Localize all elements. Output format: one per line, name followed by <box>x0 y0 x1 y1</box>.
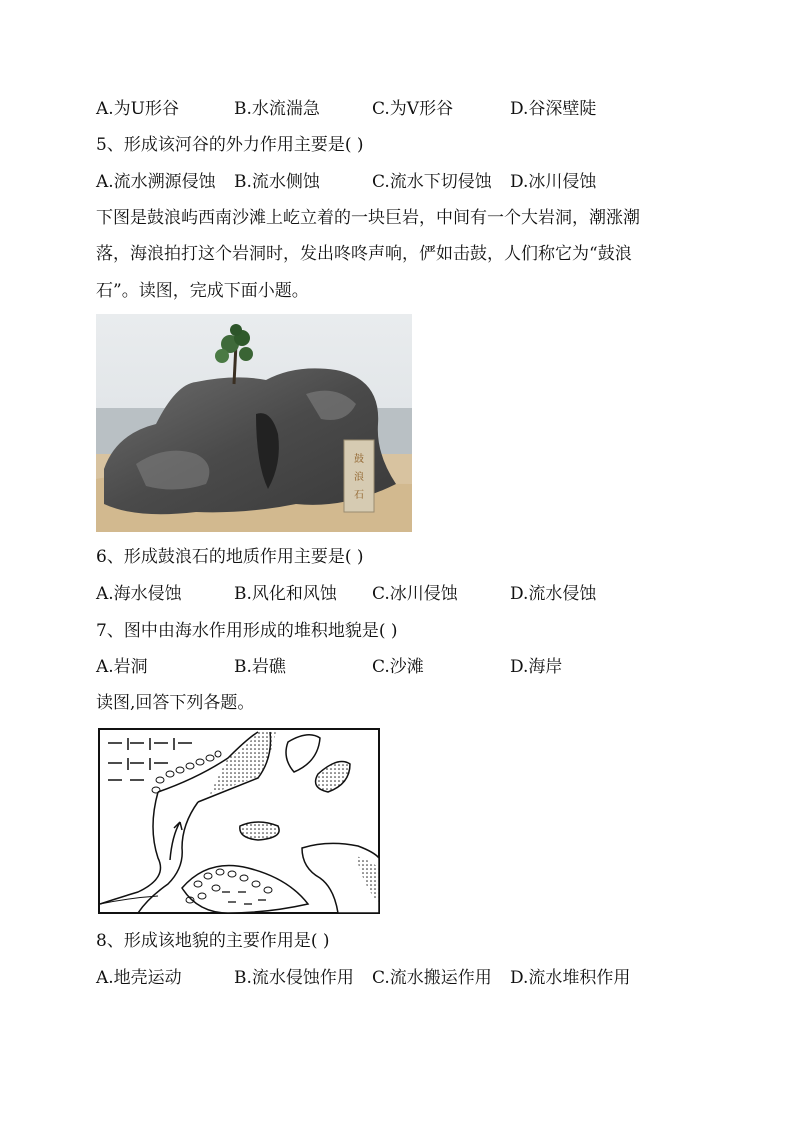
q5-option-b: B.流水侧蚀 <box>234 172 320 192</box>
q4-option-a: A.为U形谷 <box>96 99 180 119</box>
q4-option-c: C.为V形谷 <box>372 99 454 119</box>
q7-option-a: A.岩洞 <box>96 657 148 677</box>
q8-option-c: C.流水搬运作用 <box>372 968 492 988</box>
q4-option-b: B.水流湍急 <box>234 99 320 119</box>
intro-read-figure: 读图,回答下列各题。 <box>96 693 255 713</box>
q5-stem: 5、形成该河谷的外力作用主要是( ) <box>96 135 364 155</box>
q4-option-d: D.谷深壁陡 <box>510 99 597 119</box>
landform-map <box>98 728 380 914</box>
q6-option-c: C.冰川侵蚀 <box>372 584 458 604</box>
q5-option-d: D.冰川侵蚀 <box>510 172 597 192</box>
q7-option-c: C.沙滩 <box>372 657 424 677</box>
q7-option-b: B.岩礁 <box>234 657 286 677</box>
q5-option-a: A.流水溯源侵蚀 <box>96 172 216 192</box>
q8-stem: 8、形成该地貌的主要作用是( ) <box>96 931 330 951</box>
q6-option-a: A.海水侵蚀 <box>96 584 182 604</box>
q7-option-d: D.海岸 <box>510 657 563 677</box>
q8-option-d: D.流水堆积作用 <box>510 968 631 988</box>
passage-line-2: 落，海浪拍打这个岩洞时，发出咚咚声响，俨如击鼓，人们称它为“鼓浪 <box>96 244 632 264</box>
q6-stem: 6、形成鼓浪石的地质作用主要是( ) <box>96 547 364 567</box>
q6-option-d: D.流水侵蚀 <box>510 584 597 604</box>
q8-option-b: B.流水侵蚀作用 <box>234 968 354 988</box>
q7-stem: 7、图中由海水作用形成的堆积地貌是( ) <box>96 621 398 641</box>
gulang-stone-photo <box>96 314 412 532</box>
q5-option-c: C.流水下切侵蚀 <box>372 172 492 192</box>
q6-option-b: B.风化和风蚀 <box>234 584 337 604</box>
q8-option-a: A.地壳运动 <box>96 968 182 988</box>
passage-line-1: 下图是鼓浪屿西南沙滩上屹立着的一块巨岩，中间有一个大岩洞，潮涨潮 <box>96 208 640 228</box>
sign-char-3: 石 <box>354 490 364 501</box>
sign-char-2: 浪 <box>354 472 364 483</box>
passage-line-3: 石”。读图，完成下面小题。 <box>96 281 309 301</box>
sign-char-1: 鼓 <box>354 454 364 465</box>
